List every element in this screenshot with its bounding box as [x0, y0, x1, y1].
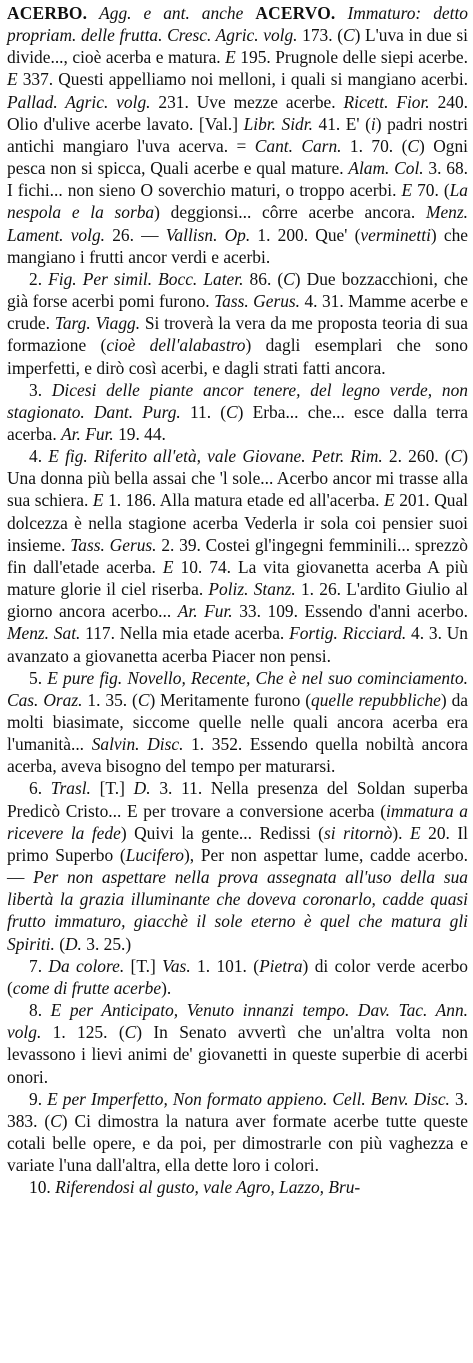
- definition-paragraph-2: 2. Fig. Per simil. Bocc. Later. 86. (C) Due bozzacchioni, che già forse acerbi pomi furono. Tass. Gerus. 4. 31. Mamme acerbe e crude. Targ. Viagg. Si troverà la vera da me proposta teoria di sua formazione (cioè dell'alabastro) dagli esemplari che sono imperfetti, e dirò così acerbi, e dagli strati fatti ancora.: [7, 268, 469, 378]
- definition-paragraph-9: 9. E per Imperfetto, Non formato appieno. Cell. Benv. Disc. 3. 383. (C) Ci dimostra la natura aver formate acerbe tutte queste cotali belle opere, e da poi, per dimostrarle con più vaghezza e variate l'una dall'altra, ella dette loro i colori.: [7, 1088, 468, 1176]
- definition-paragraph-5: 5. E pure fig. Novello, Recente, Che è nel suo cominciamento. Cas. Oraz. 1. 35. (C) Meritamente furono (quelle repubbliche) da molti biasimate, siccome quelle nelle quali ancora acerba era l'umanità... Salvin. Disc. 1. 352. Essendo quella nobiltà ancora acerba, aveva bisogno del tempo per maturarsi.: [7, 667, 469, 777]
- definition-paragraph-6: 6. Trasl. [T.] D. 3. 11. Nella presenza del Soldan superba Predicò Cristo... E per trovare a conversione acerba (immatura a ricevere la fede) Quivi la gente... Redissi (si ritornò). E 20. Il primo Superbo (Lucifero), Per non aspettar lume, cadde acerbo. — Per non aspettare nella prova assegnata all'uso della sua libertà la grazia illuminante che doveva coronarlo, cadde quasi frutto immaturo, giacchè il sole eterno è quel che matura gli Spiriti. (D. 3. 25.): [7, 778, 469, 954]
- definition-paragraph-main: ACERBO. Agg. e ant. anche ACERVO. Immaturo: detto propriam. delle frutta. Cresc. Agric. volg. 173. (C) L'uva in due si divide..., cioè acerba e matura. E 195. Prugnole delle siepi acerbe. E 337. Questi appelliamo noi melloni, i quali si mangiano acerbi. Pallad. Agric. volg. 231. Uve mezze acerbe. Ricett. Fior. 240. Olio d'ulive acerbe lavato. [Val.] Libr. Sidr. 41. E' (i) padri nostri antichi mangiaro l'uva acerva. = Cant. Carn. 1. 70. (C) Ogni pesca non si spicca, Quali acerbe e qual mature. Alam. Col. 3. 68. I fichi... non sieno O soverchio maturi, o troppo acerbi. E 70. (La nespola e la sorba) deggionsi... côrre acerbe ancora. Menz. Lament. volg. 26. — Vallisn. Op. 1. 200. Que' (verminetti) che mangiano i frutti ancor verdi e acerbi.: [7, 3, 469, 267]
- definition-paragraph-10: 10. Riferendosi al gusto, vale Agro, Lazzo, Bru-: [29, 1177, 361, 1198]
- definition-paragraph-8: 8. E per Anticipato, Venuto innanzi tempo. Dav. Tac. Ann. volg. 1. 125. (C) In Senato avvertì che un'altra volta non levassono i lievi animi de' giovanetti in queste superbie di acerbi onori.: [7, 1000, 469, 1087]
- definition-paragraph-7: 7. Da colore. [T.] Vas. 1. 101. (Pietra) di color verde acerbo (come di frutte acerbe).: [7, 955, 469, 998]
- definition-paragraph-3: 3. Dicesi delle piante ancor tenere, del legno verde, non stagionato. Dant. Purg. 11. (C) Erba... che... esce dalla terra acerba. Ar. Fur. 19. 44.: [7, 379, 469, 444]
- definition-paragraph-4: 4. E fig. Riferito all'età, vale Giovane. Petr. Rim. 2. 260. (C) Una donna più bella assai che 'l sole... Acerbo ancor mi trasse alla sua schiera. E 1. 186. Alla matura etade ed all'acerba. E 201. Qual dolcezza è nella stagione acerba Vederla ir sola coi pensier suoi insieme. Tass. Gerus. 2. 39. Costei gl'ingegni femminili... sprezzò fin dall'etade acerba. E 10. 74. La vita giovanetta acerba A più mature glorie il ciel riserba. Poliz. Stanz. 1. 26. L'ardito Giulio al giorno ancora acerbo... Ar. Fur. 33. 109. Essendo d'anni acerbo. Menz. Sat. 117. Nella mia etade acerba. Fortig. Ricciard. 4. 3. Un avanzato a giovanetta acerba Piacer non pensi.: [7, 446, 469, 666]
